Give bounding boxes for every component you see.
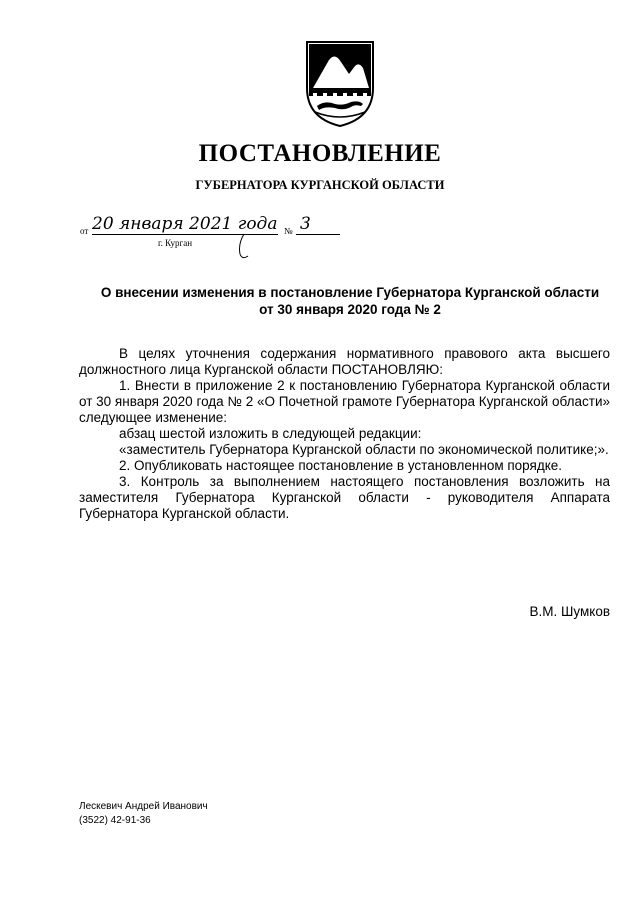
body-paragraph: 2. Опубликовать настоящее постановление в установленном порядке. [119, 458, 563, 473]
body-paragraph: «заместитель Губернатора Курганской области по экономической политике;». [119, 442, 609, 457]
body-paragraph: В целях уточнения содержания нормативного правового акта высшего должностного лица Курганской области ПОСТАНОВЛЯЮ: [79, 346, 610, 377]
number-underline [296, 234, 340, 235]
coat-of-arms-icon [305, 40, 375, 128]
contact-block [79, 800, 208, 828]
heading-line-1: О внесении изменения в постановление Губернатора Курганской области [100, 285, 600, 300]
contact-name: Лескевич Андрей Иванович [79, 801, 208, 812]
place-label: г. Курган [158, 238, 193, 248]
coat-of-arms-emblem [305, 40, 375, 128]
date-handwritten: 20 января 2021 года [92, 214, 278, 234]
signatory-name: В.М. Шумков [529, 604, 610, 619]
body-paragraph: 1. Внести в приложение 2 к постановлению Губернатора Курганской области от 30 января 2020 года № 2 «О Почетной грамоте Губернатора Курганской области» следующее изменение: [79, 378, 610, 425]
document-heading [60, 284, 640, 318]
heading-line-2: от 30 января 2020 года № 2 [259, 302, 441, 317]
handwritten-stroke-icon [230, 232, 260, 262]
body-paragraph: абзац шестой изложить в следующей редакции: [119, 426, 422, 441]
document-body [79, 346, 610, 522]
number-handwritten: 3 [300, 214, 311, 234]
body-paragraph: 3. Контроль за выполнением настоящего постановления возложить на заместителя Губернатора Курганской области - руководителя Аппарата Губернатора Курганской области. [79, 474, 610, 521]
contact-phone: (3522) 42-91-36 [79, 815, 151, 826]
number-prefix: № [284, 226, 293, 236]
document-title: ПОСТАНОВЛЕНИЕ [198, 140, 442, 167]
dateline [80, 214, 360, 264]
document-subtitle: ГУБЕРНАТОРА КУРГАНСКОЙ ОБЛАСТИ [195, 178, 445, 192]
date-prefix: от [80, 226, 89, 236]
